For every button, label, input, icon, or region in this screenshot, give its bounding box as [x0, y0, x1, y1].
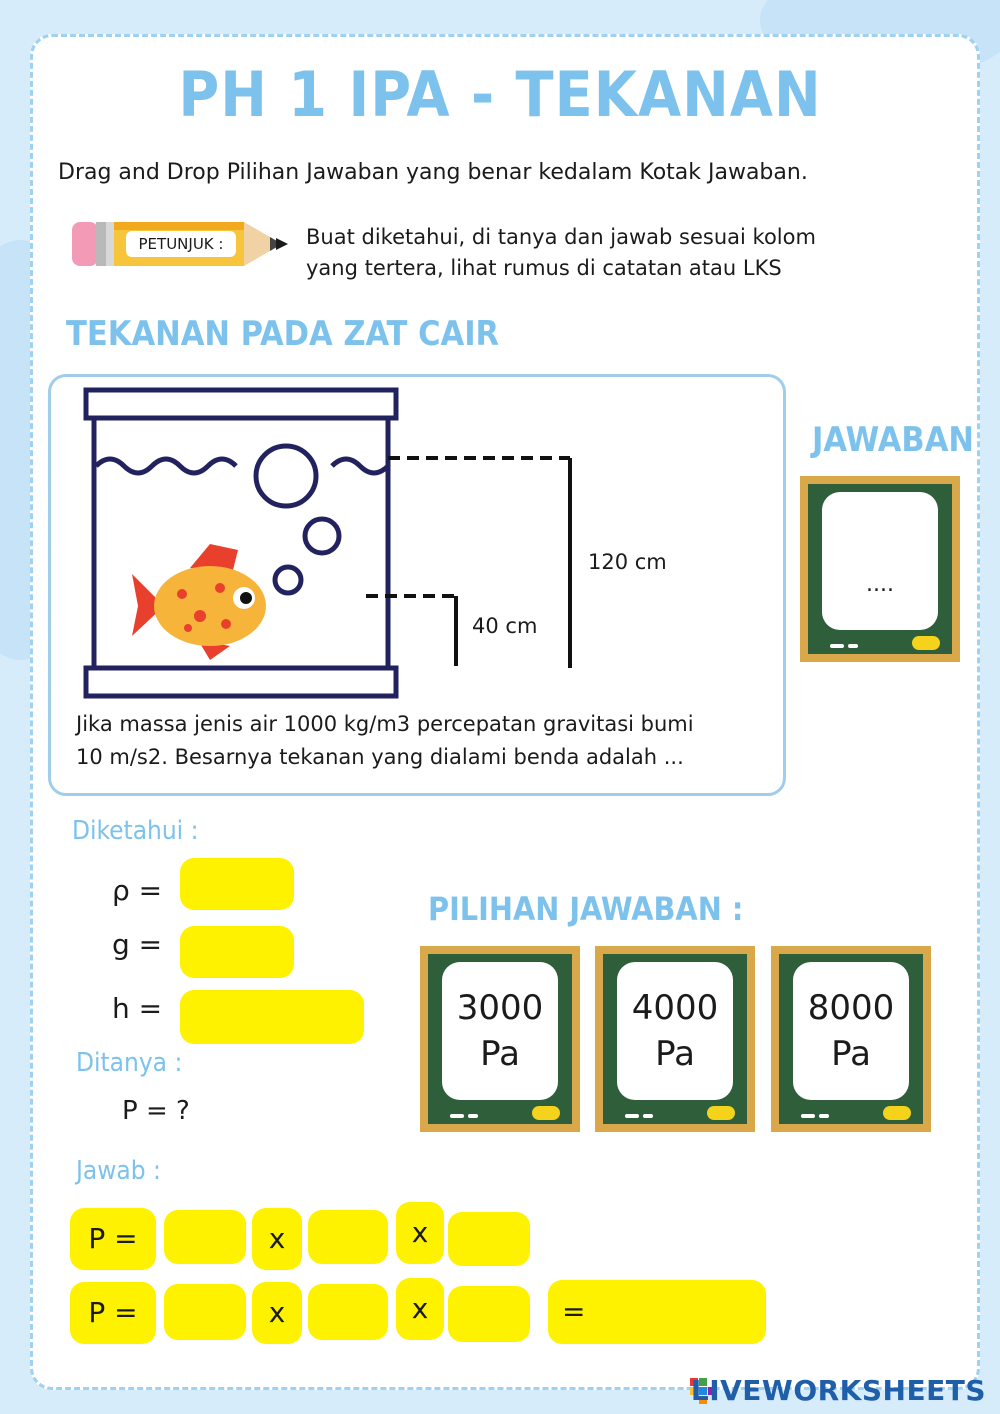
rho-input-slot[interactable]	[180, 858, 294, 910]
calc-p-label: P =	[70, 1282, 156, 1344]
known-title: Diketahui :	[72, 816, 199, 846]
h-value-slot[interactable]	[448, 1286, 530, 1342]
answer-paper	[822, 492, 938, 630]
chalk	[830, 644, 844, 648]
h-formula-slot[interactable]	[448, 1212, 530, 1266]
choice-unit: Pa	[655, 1034, 695, 1074]
solve-title: Jawab :	[76, 1156, 161, 1186]
sponge-icon	[707, 1106, 735, 1120]
asked-title: Ditanya :	[76, 1048, 183, 1078]
answer-drop-box[interactable]	[800, 476, 960, 662]
chalk	[819, 1114, 829, 1118]
choice-value: 3000	[456, 988, 544, 1028]
g-value-slot[interactable]	[308, 1284, 388, 1340]
depth-object-label: 40 cm	[472, 614, 538, 638]
chalk	[848, 644, 858, 648]
times-sign: x	[396, 1202, 444, 1264]
choice-card[interactable]	[420, 946, 580, 1132]
rho-label: ρ =	[112, 874, 163, 907]
sponge-icon	[883, 1106, 911, 1120]
chalk	[450, 1114, 464, 1118]
chalk	[643, 1114, 653, 1118]
page-title: PH 1 IPA - TEKANAN	[178, 58, 822, 131]
times-sign: x	[396, 1278, 444, 1340]
rho-formula-slot[interactable]	[164, 1210, 246, 1264]
sponge-icon	[912, 636, 940, 650]
chalk	[468, 1114, 478, 1118]
question-line: 10 m/s2. Besarnya tekanan yang dialami benda adalah ...	[76, 745, 684, 769]
hint-label: PETUNJUK :	[126, 231, 236, 257]
choices-title: PILIHAN JAWABAN :	[428, 890, 744, 928]
answer-placeholder: ....	[866, 572, 894, 597]
aquarium-figure	[60, 384, 600, 704]
formula-p-label: P =	[70, 1208, 156, 1270]
times-sign: x	[252, 1282, 302, 1344]
h-label: h =	[112, 992, 163, 1025]
question-line: Jika massa jenis air 1000 kg/m3 percepatan gravitasi bumi	[76, 712, 694, 736]
choice-unit: Pa	[480, 1034, 520, 1074]
hint-line: Buat diketahui, di tanya dan jawab sesuai kolom	[306, 225, 816, 249]
g-label: g =	[112, 928, 163, 961]
sponge-icon	[532, 1106, 560, 1120]
fish-icon	[132, 544, 266, 660]
hint-text	[306, 222, 926, 284]
asked-text: P = ?	[122, 1096, 190, 1126]
g-formula-slot[interactable]	[308, 1210, 388, 1264]
times-sign: x	[252, 1208, 302, 1270]
g-input-slot[interactable]	[180, 926, 294, 978]
question-text	[76, 708, 776, 774]
result-slot[interactable]	[548, 1280, 766, 1344]
h-input-slot[interactable]	[180, 990, 364, 1044]
arrow-right-icon	[274, 236, 290, 252]
chalk	[625, 1114, 639, 1118]
choice-paper	[442, 962, 558, 1100]
choice-unit: Pa	[831, 1034, 871, 1074]
rho-value-slot[interactable]	[164, 1284, 246, 1340]
equals-sign: =	[562, 1295, 586, 1328]
choice-paper	[617, 962, 733, 1100]
section-title: TEKANAN PADA ZAT CAIR	[66, 314, 500, 354]
hint-line: yang tertera, lihat rumus di catatan atau LKS	[306, 256, 782, 280]
depth-total-label: 120 cm	[588, 550, 667, 574]
choice-value: 8000	[807, 988, 895, 1028]
instruction-text: Drag and Drop Pilihan Jawaban yang benar kedalam Kotak Jawaban.	[58, 160, 808, 185]
choice-paper	[793, 962, 909, 1100]
chalk	[801, 1114, 815, 1118]
choice-card[interactable]	[771, 946, 931, 1132]
choice-card[interactable]	[595, 946, 755, 1132]
answer-title: JAWABAN	[812, 420, 974, 460]
brand-name: LIVEWORKSHEETS	[690, 1374, 986, 1407]
choice-value: 4000	[631, 988, 719, 1028]
